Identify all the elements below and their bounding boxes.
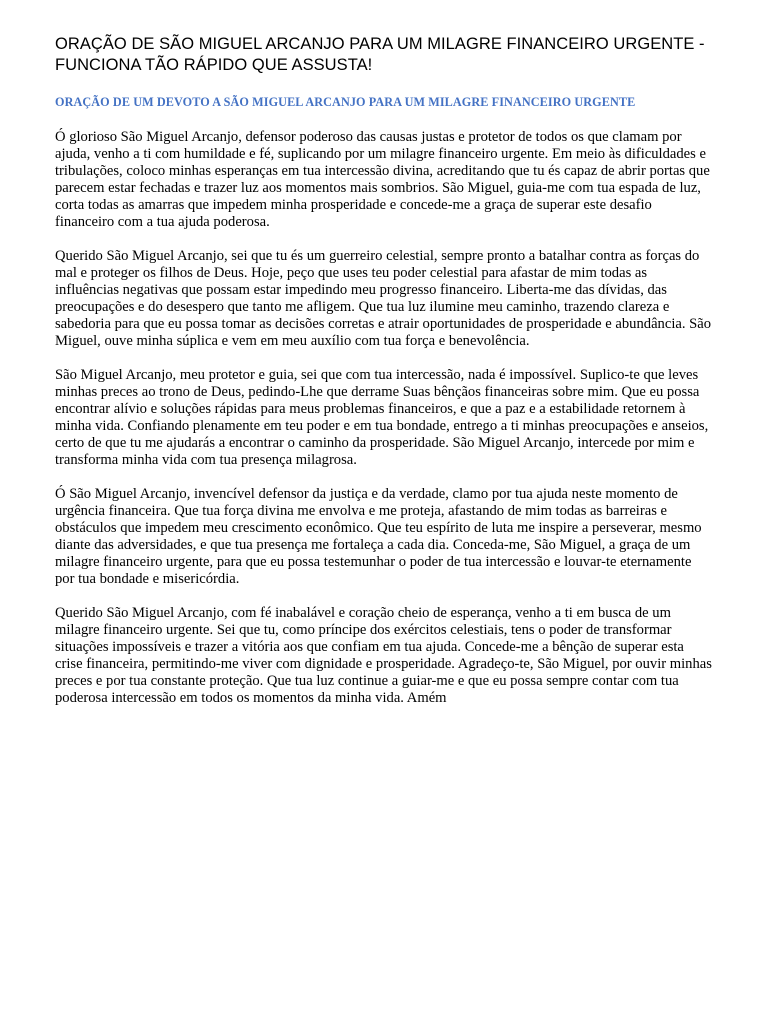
prayer-paragraph-2: Querido São Miguel Arcanjo, sei que tu és um guerreiro celestial, sempre pronto a batalhar contra as forças do mal e proteger os filhos de Deus. Hoje, peço que uses teu poder celestial para afastar de mim todas as influências negativas que possam estar impedindo meu progresso financeiro. Liberta-me das dívidas, das preocupações e do desespero que tanto me afligem. Que tua luz ilumine meu caminho, trazendo clareza e sabedoria para que eu possa tomar as decisões corretas e atrair oportunidades de prosperidade e abundância. São Miguel, ouve minha súplica e vem em meu auxílio com tua força e benevolência. (55, 248, 712, 349)
prayer-paragraph-3: São Miguel Arcanjo, meu protetor e guia, sei que com tua intercessão, nada é impossível. Suplico-te que leves minhas preces ao trono de Deus, pedindo-Lhe que derrame Suas bênçãos financeiras sobre mim. Que eu possa encontrar alívio e soluções rápidas para meus problemas financeiros, e que a paz e a estabilidade retornem à minha vida. Confiando plenamente em teu poder e em tua bondade, entrego a ti minhas preocupações e anseios, certo de que tu me ajudarás a encontrar o caminho da prosperidade. São Miguel Arcanjo, intercede por mim e transforma minha vida com tua presença milagrosa. (55, 367, 709, 468)
document-subtitle: ORAÇÃO DE UM DEVOTO A SÃO MIGUEL ARCANJO PARA UM MILAGRE FINANCEIRO URGENTE (55, 95, 636, 109)
prayer-paragraph-4: Ó São Miguel Arcanjo, invencível defensor da justiça e da verdade, clamo por tua ajuda neste momento de urgência financeira. Que tua força divina me envolva e me proteja, afastando de mim todas as barreiras e obstáculos que impedem meu crescimento econômico. Que teu espírito de luta me inspire a perseverar, mesmo diante das adversidades, e que tua presença me fortaleça a cada dia. Conceda-me, São Miguel, a graça de um milagre financeiro urgente, para que eu possa testemunhar o poder de tua intercessão e louvar-te eternamente por tua bondade e misericórdia. (55, 486, 702, 587)
document-title: ORAÇÃO DE SÃO MIGUEL ARCANJO PARA UM MILAGRE FINANCEIRO URGENTE - FUNCIONA TÃO RÁPIDO QUE ASSUSTA! (55, 35, 705, 74)
prayer-paragraph-1: Ó glorioso São Miguel Arcanjo, defensor poderoso das causas justas e protetor de todos os que clamam por ajuda, venho a ti com humildade e fé, suplicando por um milagre financeiro urgente. Em meio às dificuldades e tribulações, coloco minhas esperanças em tua intercessão divina, acreditando que tu és capaz de abrir portas que parecem estar fechadas e trazer luz aos momentos mais sombrios. São Miguel, guia-me com tua espada de luz, corta todas as amarras que impedem minha prosperidade e concede-me a graça de superar este desafio financeiro com a tua ajuda poderosa. (55, 129, 710, 230)
prayer-paragraph-5: Querido São Miguel Arcanjo, com fé inabalável e coração cheio de esperança, venho a ti em busca de um milagre financeiro urgente. Sei que tu, como príncipe dos exércitos celestiais, tens o poder de transformar situações impossíveis e trazer a vitória aos que confiam em tua ajuda. Concede-me a bênção de superar esta crise financeira, permitindo-me viver com dignidade e prosperidade. Agradeço-te, São Miguel, por ouvir minhas preces e por tua constante proteção. Que tua luz continue a guiar-me e que eu possa sempre contar com tua poderosa intercessão em todos os momentos da minha vida. Amém (55, 605, 712, 706)
